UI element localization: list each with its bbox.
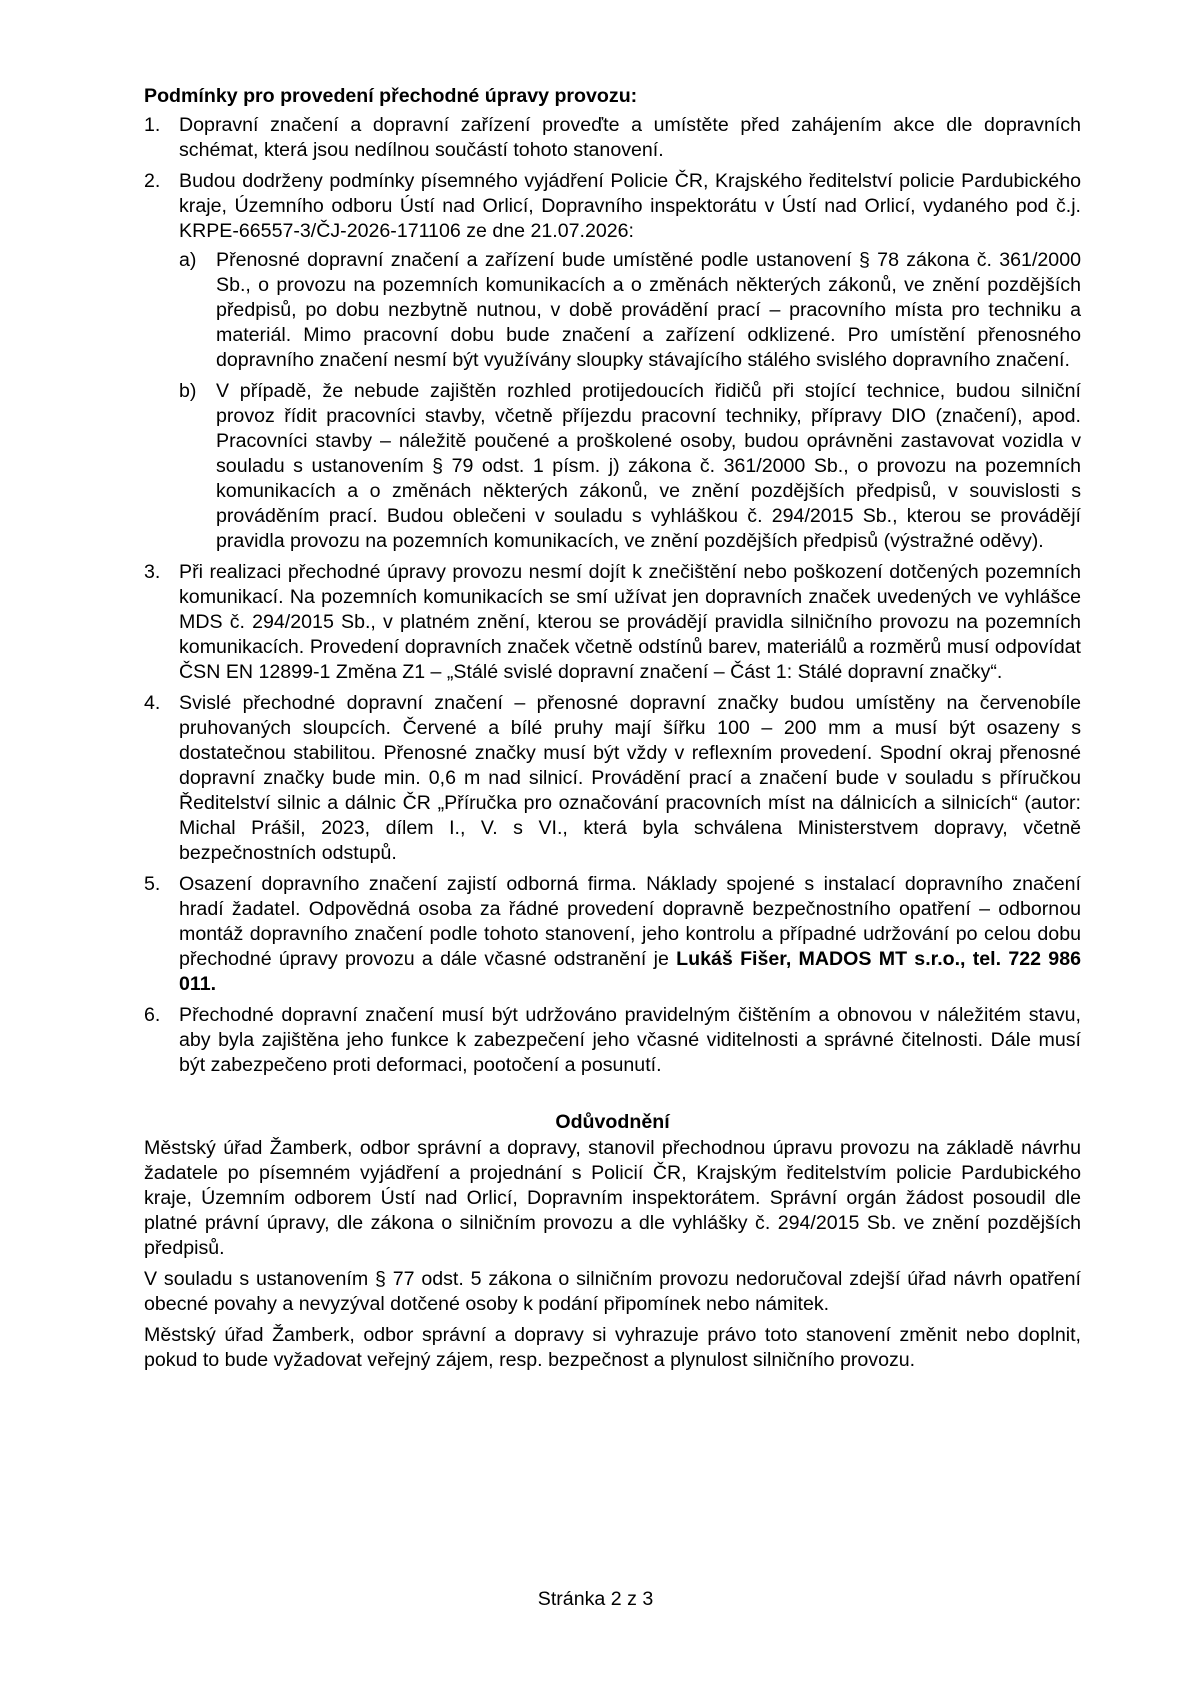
condition-number: 5. [144, 873, 161, 895]
page-number: Stránka 2 z 3 [537, 1588, 654, 1610]
reasoning-title: Odůvodnění [555, 1111, 670, 1133]
condition-text: Dopravní značení a dopravní zařízení proveďte a umístěte před zahájením akce dle dopravních schémat, která jsou nedílnou součástí tohoto stanovení. [179, 114, 1081, 161]
condition-number: 2. [144, 170, 161, 192]
reasoning-paragraph-1: Městský úřad Žamberk, odbor správní a dopravy, stanovil přechodnou úpravu provozu na základě návrhu žadatele po písemném vyjádření a projednání s Policií ČR, Krajským ředitelstvím policie Pardubického kraje, Územním odborem Ústí nad Orlicí, Dopravním inspektorátem. Správní orgán žádost posoudil dle platné právní úpravy, dle zákona o silničním provozu a dle vyhlášky č. 294/2015 Sb. ve znění pozdějších předpisů. [144, 1137, 1081, 1259]
condition-number: 1. [144, 114, 161, 136]
condition-item-1 [144, 113, 1081, 163]
police-condition-b [179, 379, 1081, 554]
conditions-list [144, 113, 1081, 1078]
police-condition-a [179, 248, 1081, 373]
condition-item-3 [144, 560, 1081, 685]
police-conditions-list [179, 248, 1081, 554]
subitem-text: V případě, že nebude zajištěn rozhled protijedoucích řidičů při stojící technice, budou silniční provoz řídit pracovníci stavby, včetně příjezdu pracovní techniky, přípravy DIO (značení), apod. Pracovníci stavby – náležitě poučené a proškolené osoby, budou oprávněni zastavovat vozidla v souladu s ustanovením § 79 odst. 1 písm. j) zákona č. 361/2000 Sb., o provozu na pozemních komunikacích a o změnách některých zákonů, ve znění pozdějších předpisů, v souvislosti s prováděním prací. Budou oblečeni v souladu s vyhláškou č. 294/2015 Sb., kterou se provádějí pravidla provozu na pozemních komunikacích, ve znění pozdějších předpisů (výstražné oděvy). [216, 380, 1081, 552]
conditions-heading: Podmínky pro provedení přechodné úpravy provozu: [144, 85, 638, 107]
condition-item-5 [144, 872, 1081, 997]
condition-text: Přechodné dopravní značení musí být udržováno pravidelným čištěním a obnovou v náležitém stavu, aby byla zajištěna jeho funkce k zabezpečení jeho včasné viditelnosti a správné čitelnosti. Dále musí být zabezpečeno proti deformaci, pootočení a posunutí. [179, 1004, 1081, 1076]
subitem-letter: a) [179, 249, 197, 271]
subitem-text: Přenosné dopravní značení a zařízení bude umístěné podle ustanovení § 78 zákona č. 361/2000 Sb., o provozu na pozemních komunikacích a o změnách některých zákonů, ve znění pozdějších předpisů, po dobu nezbytně nutnou, v době provádění prací – pracovního místa pro techniku a materiál. Mimo pracovní dobu bude značení a zařízení odklizené. Pro umístění přenosného dopravního značení nesmí být využívány sloupky stávajícího stálého svislého dopravního značení. [216, 249, 1081, 371]
reasoning-paragraph-3: Městský úřad Žamberk, odbor správní a dopravy si vyhrazuje právo toto stanovení změnit nebo doplnit, pokud to bude vyžadovat veřejný zájem, resp. bezpečnost a plynulost silničního provozu. [144, 1324, 1081, 1371]
responsible-person-contact: Lukáš Fišer, MADOS MT s.r.o., tel. 722 986 011. [179, 948, 1081, 995]
condition-text: Při realizaci přechodné úpravy provozu nesmí dojít k znečištění nebo poškození dotčených pozemních komunikací. Na pozemních komunikacích se smí užívat jen dopravních značek uvedených ve vyhlášce MDS č. 294/2015 Sb., v platném znění, kterou se provádějí pravidla silničního provozu na pozemních komunikacích. Provedení dopravních značek včetně odstínů barev, materiálů a rozměrů musí odpovídat ČSN EN 12899-1 Změna Z1 – „Stálé svislé dopravní značení – Část 1: Stálé dopravní značky“. [179, 561, 1081, 683]
condition-text: Budou dodrženy podmínky písemného vyjádření Policie ČR, Krajského ředitelství policie Pardubického kraje, Územního odboru Ústí nad Orlicí, Dopravního inspektorátu v Ústí nad Orlicí, vydaného pod č.j. KRPE-66557-3/ČJ-2026-171106 ze dne 21.07.2026: [179, 170, 1081, 242]
condition-item-4 [144, 691, 1081, 866]
condition-text: Osazení dopravního značení zajistí odborná firma. Náklady spojené s instalací dopravního značení hradí žadatel. Odpovědná osoba za řádné provedení dopravně bezpečnostního opatření – odbornou montáž dopravního značení podle tohoto stanovení, jeho kontrolu a případné udržování po celou dobu přechodné úpravy provozu a dále včasné odstranění je [179, 873, 1081, 970]
condition-item-2 [144, 169, 1081, 554]
reasoning-paragraph-2: V souladu s ustanovením § 77 odst. 5 zákona o silničním provozu nedoručoval zdejší úřad návrh opatření obecné povahy a nevyzýval dotčené osoby k podání připomínek nebo námitek. [144, 1268, 1081, 1315]
subitem-letter: b) [179, 380, 197, 402]
condition-text: Svislé přechodné dopravní značení – přenosné dopravní značky budou umístěny na červenobíle pruhovaných sloupcích. Červené a bílé pruhy mají šířku 100 – 200 mm a musí být osazeny s dostatečnou stabilitou. Přenosné značky musí být vždy v reflexním provedení. Spodní okraj přenosné dopravní značky bude min. 0,6 m nad silnicí. Provádění prací a značení bude v souladu s příručkou Ředitelství silnic a dálnic ČR „Příručka pro označování pracovních míst na dálnicích a silnicích“ (autor: Michal Prášil, 2023, dílem I., V. s VI., která byla schválena Ministerstvem dopravy, včetně bezpečnostních odstupů. [179, 692, 1081, 864]
condition-item-6 [144, 1003, 1081, 1078]
condition-number: 6. [144, 1004, 161, 1026]
condition-number: 4. [144, 692, 161, 714]
condition-number: 3. [144, 561, 161, 583]
